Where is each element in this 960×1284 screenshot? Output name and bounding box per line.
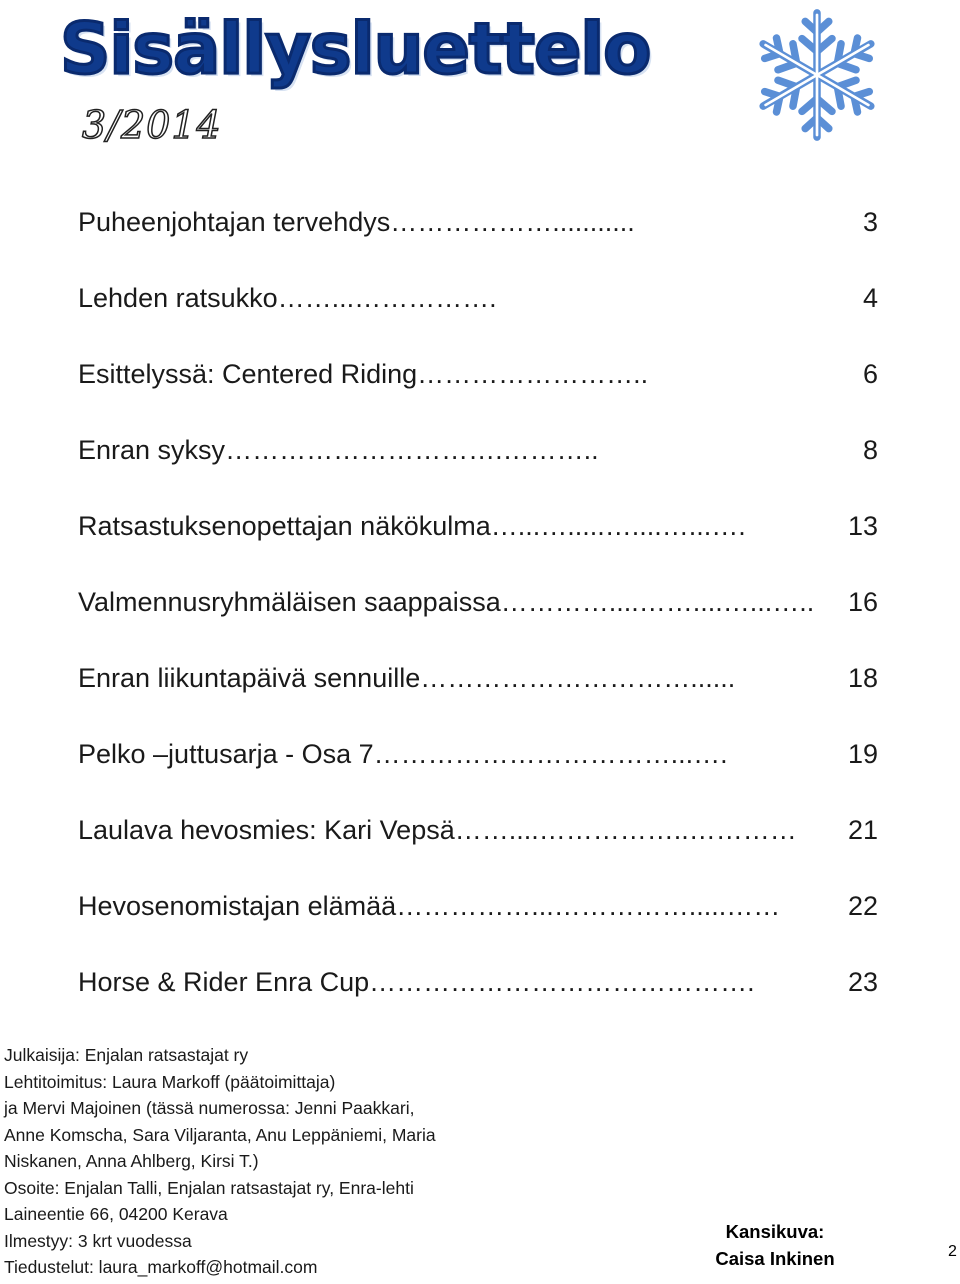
issue-number: 3/2014 <box>82 103 222 147</box>
toc-entry-page: 19 <box>847 739 878 769</box>
toc-entry-page: 6 <box>862 359 878 389</box>
toc-entry-title <box>78 424 599 476</box>
toc-entry <box>78 500 878 576</box>
toc-entry-label: Hevosenomistajan elämää <box>78 891 397 921</box>
toc-entry <box>78 880 878 956</box>
colophon-line: Lehtitoimitus: Laura Markoff (päätoimittaja) <box>4 1071 336 1092</box>
toc-entry-leader: ……………………………...…. <box>373 739 728 769</box>
page-number: 2 <box>948 1243 957 1260</box>
toc-entry-title <box>78 956 755 1008</box>
toc-entry <box>78 576 878 652</box>
toc-entry-title <box>78 500 746 552</box>
colophon-line: Ilmestyy: 3 krt vuodessa <box>4 1230 192 1251</box>
toc-entry <box>78 652 878 728</box>
toc-entry-title <box>78 576 814 628</box>
cover-credit-name: Caisa Inkinen <box>715 1248 835 1269</box>
toc-entry <box>78 272 878 348</box>
toc-entry-title <box>78 196 635 248</box>
snowflake-icon <box>752 0 882 150</box>
colophon-line: Laineentie 66, 04200 Kerava <box>4 1204 228 1224</box>
toc-entry <box>78 196 878 272</box>
toc-entry-label: Esittelyssä: Centered Riding <box>78 359 418 389</box>
toc-entry-title <box>78 728 728 780</box>
toc-entry-leader: …………....……....…...….. <box>500 587 815 617</box>
toc-entry <box>78 424 878 500</box>
table-of-contents <box>78 196 878 1032</box>
cover-credit <box>710 1218 840 1272</box>
toc-entry-label: Enran syksy <box>78 435 226 465</box>
toc-entry-leader: …………………………...... <box>420 663 736 693</box>
toc-entry-title <box>78 652 735 704</box>
colophon-line: Julkaisija: Enjalan ratsastajat ry <box>4 1045 249 1065</box>
toc-entry-leader: ……...……………. <box>277 283 497 313</box>
colophon-line: Osoite: Enjalan Talli, Enjalan ratsastajat ry, Enra-lehti <box>4 1177 414 1198</box>
toc-entry-leader: ……………………………………. <box>369 967 755 997</box>
toc-entry-page: 22 <box>847 891 878 921</box>
colophon-line: Tiedustelut: laura_markoff@hotmail.com <box>4 1257 318 1277</box>
toc-entry-title <box>78 804 797 856</box>
toc-entry-page: 4 <box>862 283 878 313</box>
toc-entry-page: 21 <box>847 815 878 845</box>
toc-entry-page: 18 <box>847 663 878 693</box>
toc-entry-label: Pelko –juttusarja - Osa 7 <box>78 739 374 769</box>
cover-credit-label: Kansikuva: <box>725 1221 825 1242</box>
toc-entry-page: 23 <box>847 967 878 997</box>
toc-entry <box>78 348 878 424</box>
toc-entry-label: Lehden ratsukko <box>78 283 278 313</box>
toc-entry-title <box>78 272 497 324</box>
toc-entry-leader: ………………........... <box>390 207 635 237</box>
toc-entry-label: Puheenjohtajan tervehdys <box>78 207 391 237</box>
toc-entry-page: 16 <box>847 587 878 617</box>
colophon-line: Anne Komscha, Sara Viljaranta, Anu Leppäniemi, Maria <box>4 1124 436 1145</box>
toc-entry-leader: ………………………….……….. <box>225 435 599 465</box>
toc-entry-label: Laulava hevosmies: Kari Vepsä <box>78 815 455 845</box>
colophon <box>4 1042 524 1281</box>
toc-entry-leader: …………………….. <box>417 359 649 389</box>
toc-entry-label: Enran liikuntapäivä sennuille <box>78 663 421 693</box>
colophon-line: ja Mervi Majoinen (tässä numerossa: Jenni Paakkari, <box>4 1098 415 1118</box>
toc-entry-title <box>78 880 780 932</box>
toc-entry-page: 3 <box>862 207 878 237</box>
toc-entry-page: 8 <box>862 435 878 465</box>
toc-entry <box>78 804 878 880</box>
toc-entry-label: Ratsastuksenopettajan näkökulma <box>78 511 491 541</box>
colophon-line: Niskanen, Anna Ahlberg, Kirsi T.) <box>4 1151 259 1171</box>
toc-entry-leader: ……………...…………….....…… <box>396 891 781 921</box>
toc-entry-title <box>78 348 648 400</box>
toc-entry-leader: ……....……………..………… <box>454 815 797 845</box>
toc-entry <box>78 728 878 804</box>
toc-entry-label: Valmennusryhmäläisen saappaissa <box>78 587 501 617</box>
toc-entry-label: Horse & Rider Enra Cup <box>78 967 370 997</box>
toc-entry-leader: …...….....…....…...…. <box>490 511 746 541</box>
toc-entry-page: 13 <box>847 511 878 541</box>
page-title: Sisällysluettelo <box>60 8 651 90</box>
toc-entry <box>78 956 878 1032</box>
